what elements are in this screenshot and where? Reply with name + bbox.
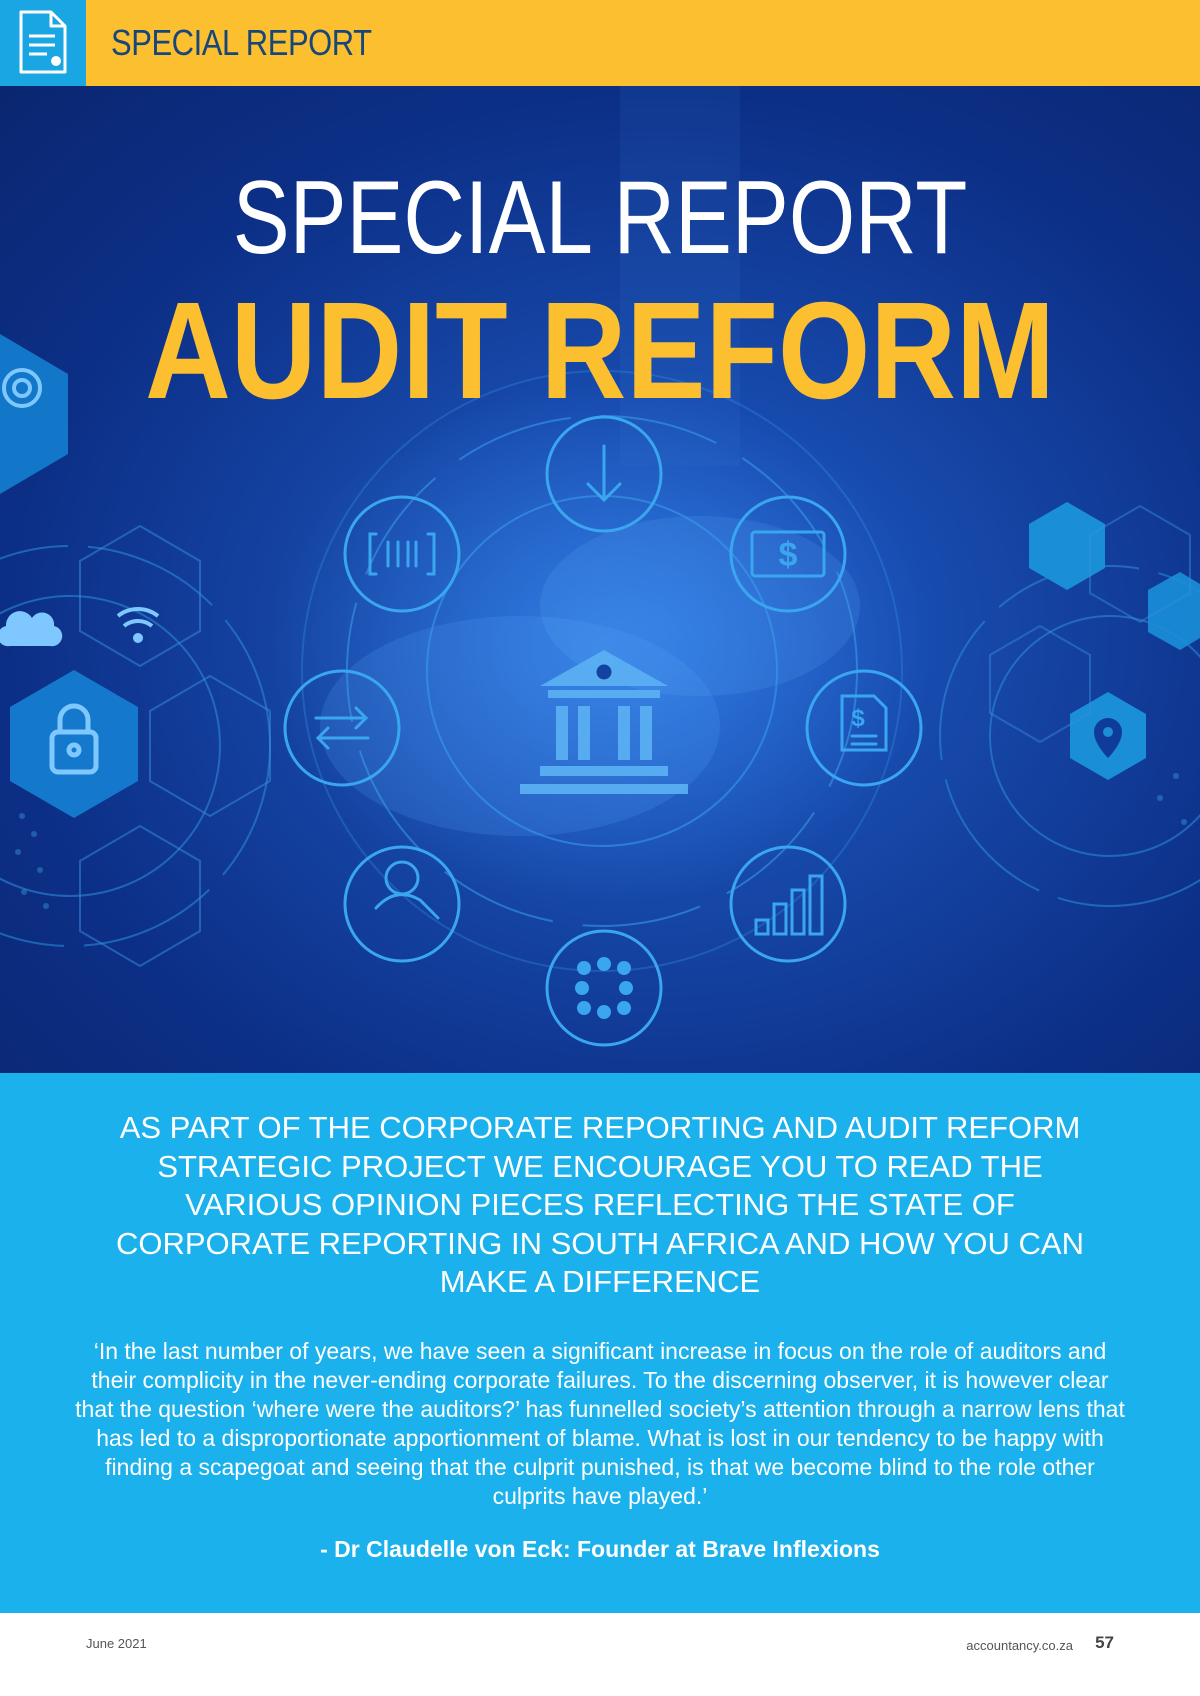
quote-attribution: - Dr Claudelle von Eck: Founder at Brave Inflexions xyxy=(320,1536,880,1562)
intro-band xyxy=(0,1073,1200,1613)
hero-banner xyxy=(0,86,1200,1073)
footer-date: June 2021 xyxy=(86,1636,147,1651)
intro-text: AS PART OF THE CORPORATE REPORTING AND AUDIT REFORM STRATEGIC PROJECT WE ENCOURAGE YOU TO READ THE VARIOUS OPINION PIECES REFLECTING THE STATE OF CORPORATE REPORTING IN SOUTH AFRICA AND HOW YOU CAN MAKE A DIFFERENCE xyxy=(115,1110,1084,1299)
cloud-icon xyxy=(0,611,62,646)
dots-icon xyxy=(547,931,661,1045)
pull-quote: ‘In the last number of years, we have seen a significant increase in focus on the role of auditors and their complicity in the never-ending corporate failures. To the discerning observer, it is however clear that the question ‘where were the auditors?’ has funnelled society’s attention through a narrow lens that has led to a disproportionate apportionment of blame. What is lost in our tendency to be happy with finding a scapegoat and seeing that the culprit punished, is that we become blind to the role other culprits have played.’ xyxy=(75,1338,1125,1509)
money-bag-hand-icon xyxy=(345,847,459,961)
footer-website: accountancy.co.za xyxy=(966,1638,1073,1653)
header-bar xyxy=(0,0,1200,86)
svg-text:$: $ xyxy=(778,536,798,574)
hero-title: SPECIAL REPORT xyxy=(232,160,968,276)
header-icon-box xyxy=(0,0,86,86)
hero-subtitle: AUDIT REFORM xyxy=(145,274,1055,428)
svg-text:$: $ xyxy=(851,705,865,732)
document-icon xyxy=(17,10,69,76)
page-number: 57 xyxy=(1095,1633,1114,1652)
header-title: SPECIAL REPORT xyxy=(111,22,372,63)
wifi-icon xyxy=(118,609,158,641)
bar-chart-icon xyxy=(731,847,845,961)
